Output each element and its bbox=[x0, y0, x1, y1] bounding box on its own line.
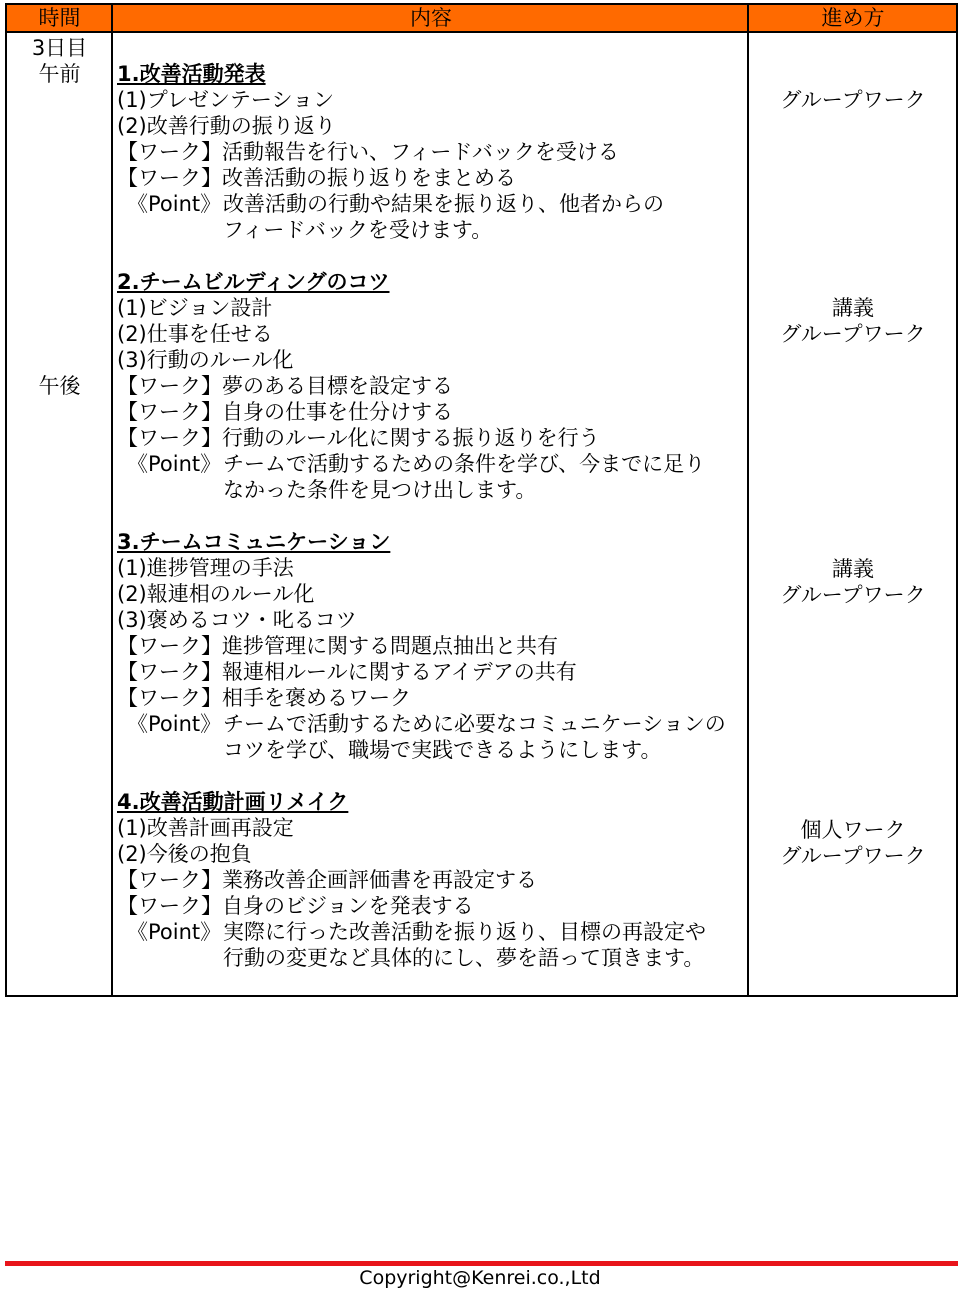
section bbox=[117, 529, 747, 763]
section-line: (2)報連相のルール化 bbox=[117, 582, 315, 606]
method-line: グループワーク bbox=[780, 88, 926, 112]
point-text: コツを学び、職場で実践できるようにします。 bbox=[223, 738, 662, 762]
section bbox=[117, 789, 747, 971]
method-line: グループワーク bbox=[780, 583, 926, 607]
point-text: チームで活動するために必要なコミュニケーションの bbox=[223, 712, 726, 736]
point-row bbox=[117, 191, 747, 217]
method-cell bbox=[750, 817, 956, 869]
method-line: 講義 bbox=[832, 296, 874, 320]
point-row bbox=[117, 945, 747, 971]
method-line: 講義 bbox=[832, 557, 874, 581]
method-cell bbox=[750, 295, 956, 347]
section-line: 【ワーク】報連相ルールに関するアイデアの共有 bbox=[117, 660, 577, 684]
time-pm: 午後 bbox=[38, 374, 81, 398]
section-line: 【ワーク】相手を褒めるワーク bbox=[117, 686, 411, 710]
content-column bbox=[117, 61, 747, 997]
point-text: 行動の変更など具体的にし、夢を語って頂きます。 bbox=[223, 946, 705, 970]
section-line: (1)ビジョン設計 bbox=[117, 296, 273, 320]
section-line: 【ワーク】改善活動の振り返りをまとめる bbox=[117, 166, 516, 190]
method-line: 個人ワーク bbox=[800, 818, 906, 842]
column-divider bbox=[111, 5, 113, 995]
section-line: (2)仕事を任せる bbox=[117, 322, 273, 346]
time-day: 3日目 bbox=[31, 36, 88, 60]
section-line: 【ワーク】自身の仕事を仕分けする bbox=[117, 400, 453, 424]
point-label: 《Point》 bbox=[127, 192, 222, 216]
section-line: 【ワーク】進捗管理に関する問題点抽出と共有 bbox=[117, 634, 558, 658]
point-label: 《Point》 bbox=[127, 712, 222, 736]
column-divider bbox=[747, 5, 749, 995]
section-line: (1)進捗管理の手法 bbox=[117, 556, 294, 580]
point-row bbox=[117, 451, 747, 477]
section-line: 【ワーク】夢のある目標を設定する bbox=[117, 374, 453, 398]
method-line: グループワーク bbox=[780, 844, 926, 868]
point-row bbox=[117, 919, 747, 945]
point-row bbox=[117, 711, 747, 737]
method-line: グループワーク bbox=[780, 322, 926, 346]
header-method: 進め方 bbox=[821, 6, 885, 30]
section-line: (1)プレゼンテーション bbox=[117, 88, 335, 112]
section-line: (3)褒めるコツ・叱るコツ bbox=[117, 608, 357, 632]
point-text: 実際に行った改善活動を振り返り、目標の再設定や bbox=[223, 920, 706, 944]
section-title: 4.改善活動計画リメイク bbox=[117, 790, 349, 814]
point-text: フィードバックを受けます。 bbox=[223, 218, 493, 242]
schedule-table bbox=[5, 3, 958, 997]
point-row bbox=[117, 477, 747, 503]
header-time: 時間 bbox=[38, 6, 81, 30]
point-row bbox=[117, 737, 747, 763]
section-line: (2)今後の抱負 bbox=[117, 842, 252, 866]
point-label: 《Point》 bbox=[127, 452, 222, 476]
time-am: 午前 bbox=[38, 62, 81, 86]
section-line: 【ワーク】業務改善企画評価書を再設定する bbox=[117, 868, 537, 892]
section-title: 3.チームコミュニケーション bbox=[117, 530, 391, 554]
point-text: なかった条件を見つけ出します。 bbox=[223, 478, 537, 502]
section-line: (3)行動のルール化 bbox=[117, 348, 294, 372]
section-line: 【ワーク】活動報告を行い、フィードバックを受ける bbox=[117, 140, 619, 164]
footer-copyright: Copyright@Kenrei.co.,Ltd bbox=[359, 1267, 601, 1289]
header-content: 内容 bbox=[410, 6, 452, 30]
section-line: 【ワーク】自身のビジョンを発表する bbox=[117, 894, 474, 918]
section bbox=[117, 269, 747, 503]
section-line: (2)改善行動の振り返り bbox=[117, 114, 336, 138]
method-cell bbox=[750, 87, 956, 113]
section-line: (1)改善計画再設定 bbox=[117, 816, 294, 840]
point-row bbox=[117, 217, 747, 243]
point-text: 改善活動の行動や結果を振り返り、他者からの bbox=[223, 192, 664, 216]
point-label: 《Point》 bbox=[127, 920, 222, 944]
table-header bbox=[7, 5, 956, 33]
point-text: チームで活動するための条件を学び、今までに足り bbox=[223, 452, 706, 476]
section bbox=[117, 61, 747, 243]
section-title: 2.チームビルディングのコツ bbox=[117, 270, 390, 294]
section-line: 【ワーク】行動のルール化に関する振り返りを行う bbox=[117, 426, 600, 450]
method-cell bbox=[750, 556, 956, 608]
section-title: 1.改善活動発表 bbox=[117, 62, 266, 86]
